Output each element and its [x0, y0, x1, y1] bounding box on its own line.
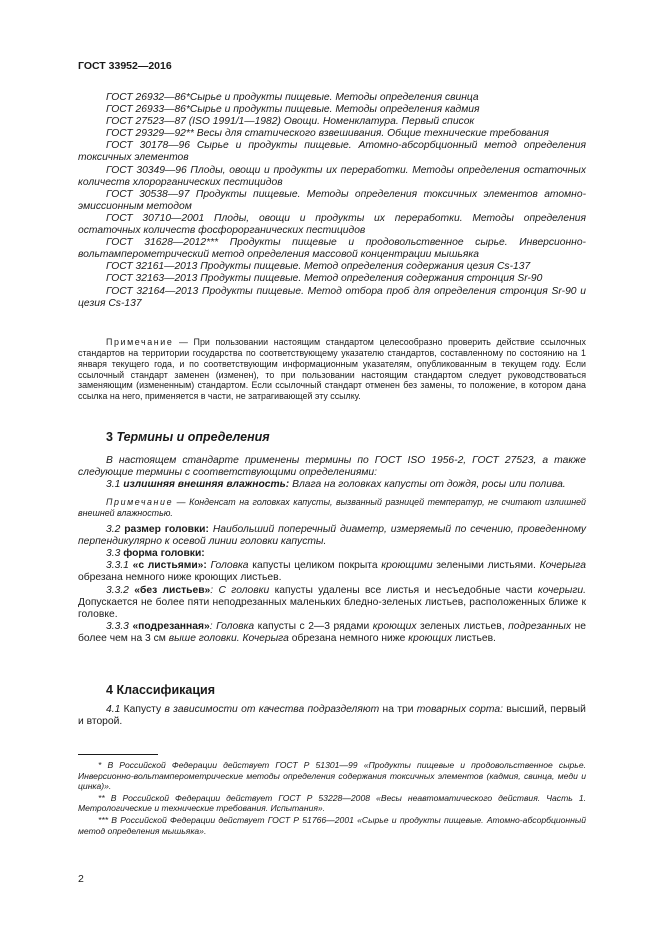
section-number: 4 — [106, 683, 113, 697]
footnotes — [78, 760, 586, 837]
running-header: ГОСТ 33952—2016 — [78, 60, 172, 72]
term-3-1: 3.1 излишняя внешняя влажность: Влага на головках капусты от дождя, росы или полива. — [106, 479, 566, 491]
page-number: 2 — [78, 873, 84, 885]
section-4-body — [78, 704, 586, 728]
section-title: Термины и определения — [116, 430, 270, 444]
reference-item: ГОСТ 30178—96 Сырье и продукты пищевые. Атомно-абсорбционный метод определения токсичных элементов — [78, 140, 586, 164]
reference-item: ГОСТ 32164—2013 Продукты пищевые. Метод отбора проб для определения стронция Sr-90 и цезия Cs-137 — [78, 285, 586, 309]
term-3-3-1: 3.3.1 «с листьями»: Головка капусты целиком покрыта кроющими зелеными листьями. Кочерыга обрезана немного ниже кроющих листьев. — [78, 560, 586, 584]
reference-item: ГОСТ 30538—97 Продукты пищевые. Методы определения токсичных элементов атомно-эмиссионным методом — [78, 188, 586, 212]
section-3-heading — [106, 430, 270, 444]
reference-item: ГОСТ 32163—2013 Продукты пищевые. Метод определения содержания стронция Sr-90 — [106, 273, 543, 285]
reference-item: ГОСТ 30349—96 Плоды, овощи и продукты их переработки. Методы определения остаточных количеств хлорорганических пестицидов — [78, 164, 586, 188]
term-3-3: 3.3 форма головки: — [106, 548, 205, 560]
reference-item: ГОСТ 30710—2001 Плоды, овощи и продукты их переработки. Методы определения остаточных количеств фосфорорганических пестицидов — [78, 212, 586, 237]
section-3-intro: В настоящем стандарте применены термины по ГОСТ ISO 1956-2, ГОСТ 27523, а также следующие термины с соответствующими определениями: — [78, 455, 586, 479]
section-3-body — [78, 455, 586, 646]
reference-item: ГОСТ 32161—2013 Продукты пищевые. Метод определения содержания цезия Cs-137 — [106, 261, 531, 273]
term-3-1-note: Примечание — Конденсат на головках капусты, вызванный разницей температур, не считают излишней внешней влажностью. — [78, 496, 586, 518]
reference-item: ГОСТ 31628—2012*** Продукты пищевые и продовольственное сырье. Инверсионно-вольтамперометрический метод определения массовой концентрации мышьяка — [78, 237, 586, 261]
reference-item: ГОСТ 26933—86*Сырье и продукты пищевые. Методы определения кадмия — [106, 104, 480, 116]
footnote-item: ** В Российской Федерации действует ГОСТ Р 53228—2008 «Весы неавтоматического действия. Часть 1. Метрологические и технические требования. Испытания». — [78, 792, 586, 814]
normative-references-list — [78, 92, 586, 310]
note-text: — При пользовании настоящим стандартом целесообразно проверить действие ссылочных стандартов на территории государства по соответствующему указателю стандартов, составленному по состоянию на 1 января текущего года, и по соответствующим информационным указателям, опубликованным в текущем году. Если ссылочный стандарт заменен (изменен), то при пользовании настоящим стандартом следует руководствоваться заменяющим (измененным) стандартом. Если ссылочный стандарт отменен без замены, то положение, в котором дана ссылка на него, применяется в части, не затрагивающей эту ссылку. — [78, 337, 586, 402]
reference-item: ГОСТ 27523—87 (ISO 1991/1—1982) Овощи. Номенклатура. Первый список — [106, 116, 475, 128]
section-4-heading — [106, 683, 215, 697]
note-label: Примечание — [106, 337, 174, 347]
footnote-item: *** В Российской Федерации действует ГОСТ Р 51766—2001 «Сырье и продукты пищевые. Атомно-абсорбционный метод определения мышьяка». — [78, 814, 586, 836]
term-3-3-2: 3.3.2 «без листьев»: С головки капусты удалены все листья и несъедобные части кочерыги. Допускается не более пяти неподрезанных маленьких бледно-зеленых листьев, расположенных ближе к головке. — [78, 584, 586, 621]
clause-4-1: 4.1 Капусту в зависимости от качества подразделяют на три товарных сорта: высший, первый и второй. — [78, 704, 586, 728]
reference-item: ГОСТ 26932—86*Сырье и продукты пищевые. Методы определения свинца — [106, 92, 479, 103]
section-title: Классификация — [116, 683, 216, 697]
term-3-2: 3.2 размер головки: Наибольший поперечный диаметр, измеряемый по сечению, проведенному перпендикулярно к осевой линии головки капусты. — [78, 523, 586, 547]
reference-item: ГОСТ 29329—92** Весы для статического взвешивания. Общие технические требования — [106, 128, 549, 140]
footnote-item: * В Российской Федерации действует ГОСТ Р 51301—99 «Продукты пищевые и продовольственное сырье. Инверсионно-вольтамперометрические методы определения содержания токсичных элементов (кадмия, свинца, меди и цинка)». — [78, 760, 586, 792]
section-number: 3 — [106, 430, 113, 444]
term-3-3-3: 3.3.3 «подрезанная»: Головка капусты с 2—3 рядами кроющих зеленых листьев, подрезанных не более чем на 3 см выше головки. Кочерыга обрезана немного ниже кроющих листьев. — [78, 621, 586, 645]
references-note — [78, 337, 586, 402]
footnote-separator — [78, 754, 158, 755]
